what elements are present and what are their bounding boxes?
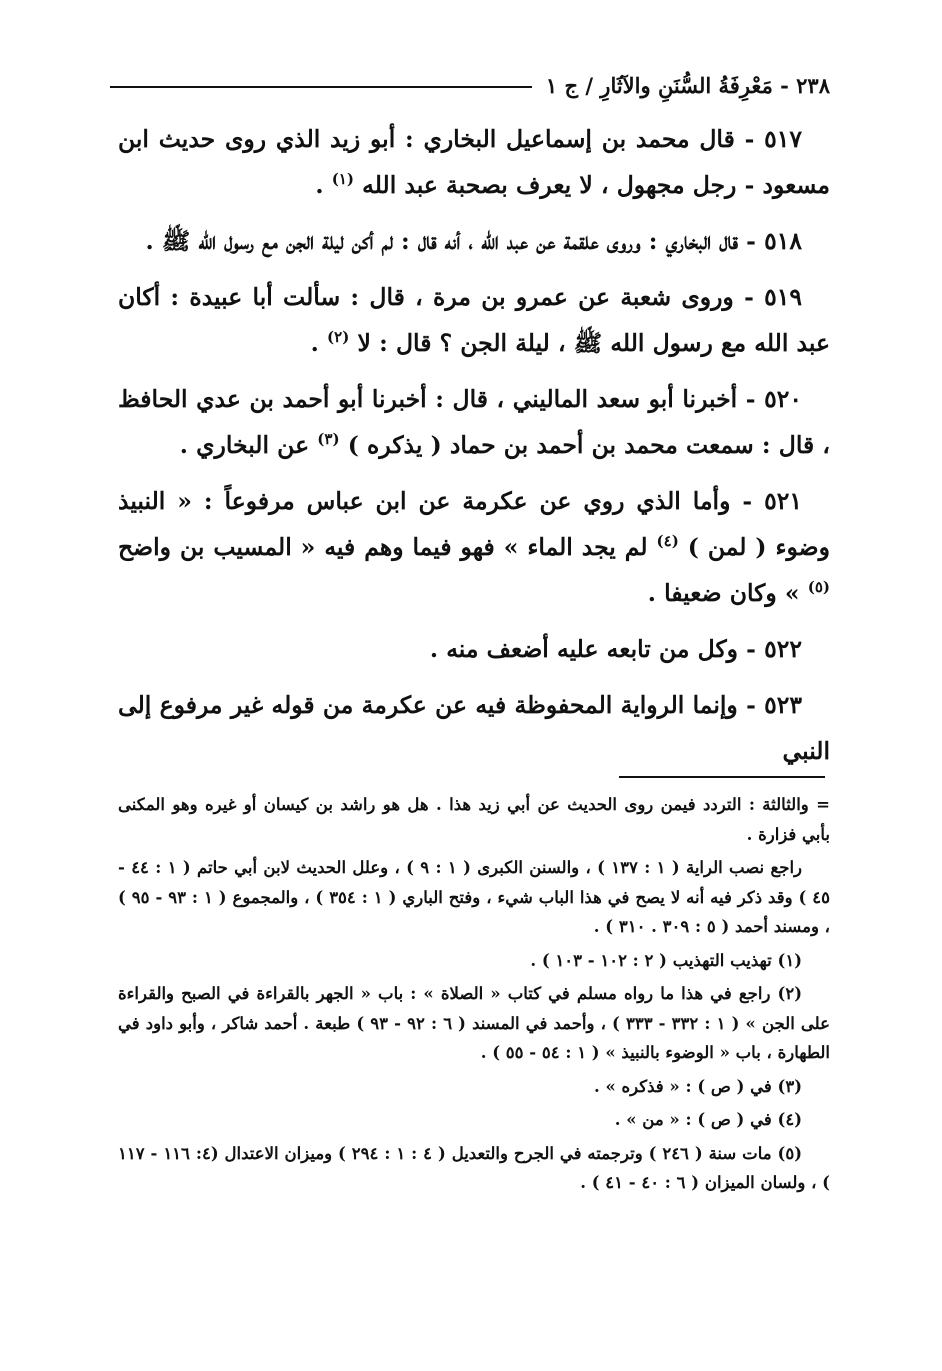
footnote-ref: (٥)	[807, 578, 830, 597]
header-rule	[110, 86, 532, 88]
paragraph-text: ٥١٩ - وروى شعبة عن عمرو بن مرة ، قال : سألت أبا عبيدة : أكان عبد الله مع رسول الله ﷺ ، ليلة الجن ؟ قال : لا	[118, 283, 830, 357]
footnote-references: راجع نصب الراية ( ١ : ١٣٧ ) ، والسنن الكبرى ( ١ : ٩ ) ، وعلل الحديث لابن أبي حاتم ( ١ : ٤٤ - ٤٥ ) وقد ذكر فيه أنه لا يصح في هذا الباب شيء ، وفتح الباري ( ١ : ٣٥٤ ) ، والمجموع ( ١ : ٩٣ - ٩٥ ) ، ومسند أحمد ( ٥ : ٣٠٩ . ٣١٠ ) .	[118, 858, 830, 936]
footnote-2: (٢) راجع في هذا ما رواه مسلم في كتاب « الصلاة » : باب « الجهر بالقراءة في الصبح والقراءة على الجن » ( ١ : ٣٣٢ - ٣٣٣ ) ، وأحمد في المسند ( ٦ : ٩٢ - ٩٣ ) طبعة . أحمد شاكر ، وأبو داود في الطهارة ، باب « الوضوء بالنبيذ » ( ١ : ٥٤ - ٥٥ ) .	[118, 984, 830, 1062]
paragraph-520	[118, 376, 830, 468]
paragraph-text: ٥٢٢ - وكل من تابعه عليه أضعف منه .	[429, 635, 802, 663]
paragraph-text: ٥٢٣ - وإنما الرواية المحفوظة فيه عن عكرمة من قوله غير مرفوع إلى النبي	[118, 691, 830, 765]
footnote-ref: (٣)	[317, 430, 340, 449]
paragraph-517	[118, 116, 830, 208]
footnote-continuation: = والثالثة : التردد فيمن روى الحديث عن أبي زيد هذا . هل هو راشد بن كيسان أو غيره وهو المكنى بأبي فزارة .	[118, 790, 830, 849]
paragraph-tail: لم يجد الماء » فهو فيما وهم فيه « المسيب بن واضح	[118, 533, 657, 561]
footnote-4: (٤) في ( ص ) : « من » .	[614, 1110, 802, 1129]
running-head: ٢٣٨ - مَعْرِفَةُ السُّنَنِ والآثَارِ / ج ١	[545, 72, 830, 98]
paragraph-521	[118, 478, 830, 616]
paragraph-tail: » وكان ضعيفا .	[647, 579, 808, 607]
footnotes	[118, 790, 830, 1202]
paragraph-518	[118, 218, 830, 264]
paragraph-519	[118, 274, 830, 366]
paragraph-text: ٥٢١ - وأما الذي روي عن عكرمة عن ابن عباس مرفوعاً : « النبيذ وضوء ( لمن )	[118, 487, 830, 561]
paragraph-text: ٥١٨ - قال البخاري : وروى علقمة عن عبد الله ، أنه قال : لم أكن ليلة الجن مع رسول الله ﷺ .	[145, 227, 802, 255]
paragraph-523	[118, 682, 830, 774]
footnote-1: (١) تهذيب التهذيب ( ٢ : ١٠٢ - ١٠٣ ) .	[530, 950, 802, 970]
paragraph-tail: .	[315, 171, 332, 199]
paragraph-text: ٥٢٠ - أخبرنا أبو سعد الماليني ، قال : أخبرنا أبو أحمد بن عدي الحافظ ، قال : سمعت محمد بن أحمد بن حماد ( يذكره )	[118, 385, 830, 459]
footnote-separator	[619, 776, 825, 778]
footnote-ref: (٤)	[656, 532, 679, 551]
paragraph-tail: عن البخاري .	[179, 431, 318, 459]
footnote-ref: (١)	[331, 170, 354, 189]
paragraph-tail: .	[310, 329, 328, 357]
footnote-ref: (٢)	[327, 328, 350, 347]
paragraph-text: ٥١٧ - قال محمد بن إسماعيل البخاري : أبو زيد الذي روى حديث ابن مسعود - رجل مجهول ، لا يعرف بصحبة عبد الله	[118, 125, 830, 199]
paragraph-522	[118, 626, 830, 672]
main-text	[118, 116, 830, 774]
footnote-5: (٥) مات سنة ( ٢٤٦ ) وترجمته في الجرح والتعديل ( ٤ : ١ : ٢٩٤ ) وميزان الاعتدال (٤: ١١٦ - ١١٧ ) ، ولسان الميزان ( ٦ : ٤٠ - ٤١ ) .	[118, 1143, 830, 1192]
page-header	[110, 68, 830, 102]
footnote-3: (٣) في ( ص ) : « فذكره » .	[593, 1076, 802, 1096]
